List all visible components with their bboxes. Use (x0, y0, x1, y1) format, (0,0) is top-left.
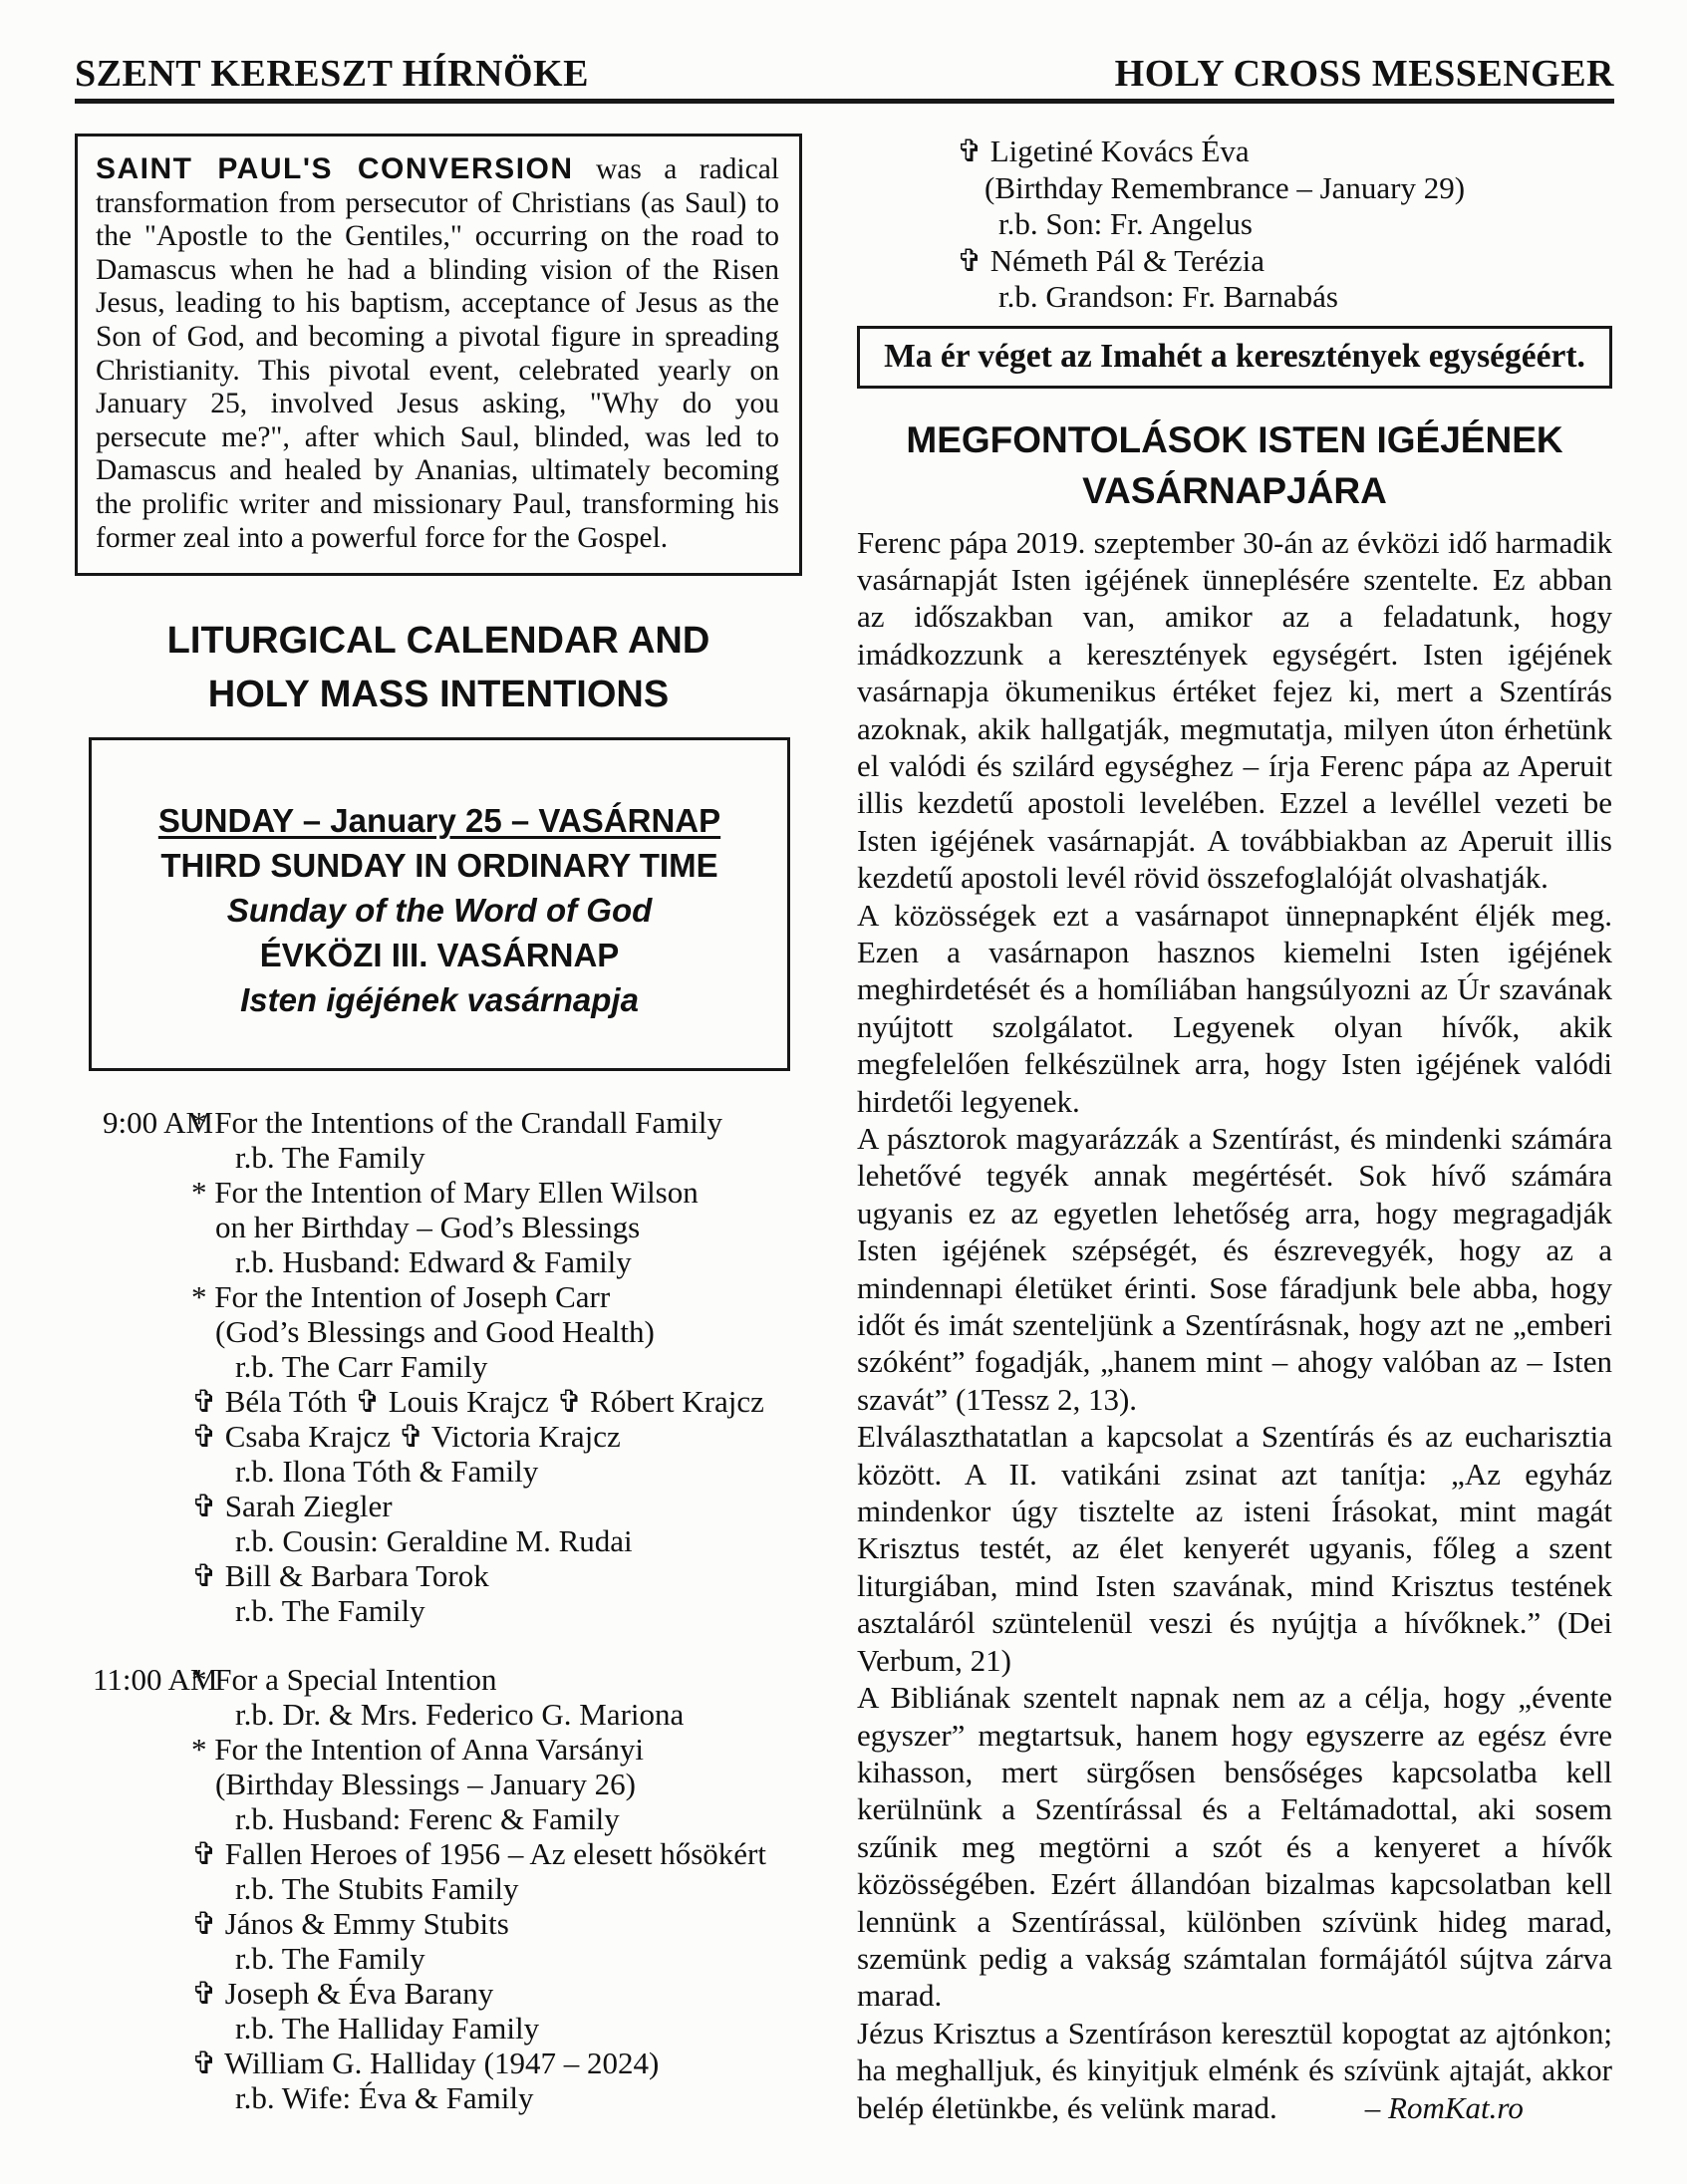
intention-line: on her Birthday – God’s Blessings (215, 1210, 641, 1245)
intention-line: * For the Intentions of the Crandall Family (191, 1105, 722, 1141)
article-paragraph: A Bibliának szentelt napnak nem az a célja, hogy „évente egyszer” megtartsuk, hanem hogy egyszerre az egész évre kihasson, mert sürgősen bensőséges kapcsolatba kell kerülnünk a Szentírással és a Feltámadottal, aki sosem szűnik meg megtörni a szót és a kenyeret a hívők közösségében. Ezért állandóan bizalmas kapcsolatban kell lennünk a Szentírással, különben szívünk hideg marad, szemünk pedig a vakság számtalan formájától sújtva zárva marad. (857, 1680, 1612, 2014)
saint-paul-box (75, 134, 802, 576)
memorial-line: ✞ Németh Pál & Terézia (957, 242, 1265, 278)
intention-line: * For the Intention of Joseph Carr (191, 1279, 611, 1315)
sunday-box-line4: ÉVKÖZI III. VASÁRNAP (259, 937, 620, 974)
intention-line: * For a Special Intention (191, 1662, 497, 1698)
intention-line: r.b. Wife: Éva & Family (235, 2080, 534, 2116)
liturgical-heading-line2: HOLY MASS INTENTIONS (207, 674, 670, 716)
left-header-title: SZENT KERESZT HÍRNÖKE (75, 52, 845, 104)
memorial-line: ✞ Ligetiné Kovács Éva (957, 134, 1250, 168)
article-signature: – RomKat.ro (1364, 2089, 1524, 2125)
sunday-box-line5: Isten igéjének vasárnapja (240, 981, 639, 1019)
intention-line: r.b. The Stubits Family (235, 1871, 519, 1907)
intention-line: ✞ Csaba Krajcz ✞ Victoria Krajcz (191, 1419, 621, 1455)
saint-paul-text (96, 152, 779, 555)
mass-intentions-list (75, 1105, 802, 2115)
mass-time-label: 9:00 AM (103, 1105, 214, 1141)
article-paragraph: A közösségek ezt a vasárnapot ünnepnapként éljék meg. Ezen a vasárnapon hasznos kiemelni Isten igéjének meghirdetését és a homíliában hangsúlyozni az Úr szavának nyújtott szolgálatot. Legyenek olyan hívők, akik megfelelően felkészülnek arra, hogy Isten igéjének valódi hirdetői legyenek. (857, 897, 1612, 1119)
intention-line: r.b. The Family (235, 1593, 425, 1629)
liturgical-heading (75, 614, 802, 721)
mass-intention-block (75, 1662, 802, 2115)
memorial-line: (Birthday Remembrance – January 29) (984, 169, 1466, 205)
intention-line: r.b. The Family (235, 1140, 425, 1176)
intention-line: r.b. The Halliday Family (235, 2011, 540, 2047)
intention-line: r.b. Cousin: Geraldine M. Rudai (235, 1523, 633, 1559)
intention-line: * For the Intention of Mary Ellen Wilson (191, 1175, 699, 1211)
article-paragraph: Ferenc pápa 2019. szeptember 30-án az évközi idő harmadik vasárnapját Isten igéjének ünneplésére szentelte. Ez abban az időszakban van, amikor az a feladatunk, hogy imádkozzunk a keresztények egységért. Isten igéjének vasárnapja ökumenikus értéket fejez ki, mert a Szentírás azoknak, akik hallgatják, megmutatja, milyen úton érhetünk el valódi és szilárd egységhez – írja Ferenc pápa az Aperuit illis kezdetű apostoli levelében. Ezzel a levéllel vezeti be Isten igéjének vasárnapját. A továbbiakban az Aperuit illis kezdetű apostoli levél rövid összefoglalóját olvashatják. (857, 524, 1612, 896)
intention-line: r.b. The Family (235, 1941, 425, 1977)
intention-line: * For the Intention of Anna Varsányi (191, 1732, 645, 1768)
intention-line: (God’s Blessings and Good Health) (215, 1314, 655, 1350)
intention-line: r.b. Ilona Tóth & Family (235, 1454, 539, 1490)
saint-paul-body: was a radical transformation from persecutor of Christians (as Saul) to the "Apostle to the Gentiles," occurring on the road to Damascus when he had a blinding vision of the Risen Jesus, leading to his baptism, acceptance of Jesus as the Son of God, and becoming a pivotal figure in spreading Christianity. This pivotal event, celebrated yearly on January 25, involved Jesus asking, "Why do you persecute me?", after which Saul, blinded, was led to Damascus and healed by Ananias, ultimately becoming the prolific writer and missionary Paul, transforming his former zeal into a powerful force for the Gospel. (96, 153, 779, 554)
memorial-line: r.b. Son: Fr. Angelus (998, 206, 1253, 241)
intention-line: r.b. Husband: Ferenc & Family (235, 1801, 620, 1837)
sunday-box (89, 737, 790, 1071)
saint-paul-lead: SAINT PAUL'S CONVERSION (96, 152, 574, 185)
intention-line: ✞ Sarah Ziegler (191, 1489, 393, 1524)
right-header-title: HOLY CROSS MESSENGER (845, 52, 1615, 104)
article-title (857, 414, 1612, 516)
sunday-box-line3: Sunday of the Word of God (226, 892, 653, 930)
sunday-box-line2: THIRD SUNDAY IN ORDINARY TIME (160, 847, 718, 885)
intention-line: r.b. Husband: Edward & Family (235, 1244, 632, 1280)
mass-intention-block (75, 1105, 802, 1628)
intention-line: (Birthday Blessings – January 26) (215, 1767, 636, 1802)
intention-line: ✞ János & Emmy Stubits (191, 1906, 509, 1942)
intention-lines (191, 1662, 802, 2115)
article-title-line1: MEGFONTOLÁSOK ISTEN IGÉJÉNEK (906, 418, 1563, 460)
article-paragraph: A pásztorok magyarázzák a Szentírást, és mindenki számára lehetővé tegyék annak megértését. Sok hívő számára ugyanis ez az egyetlen lehetőség arra, hogy megragadják Isten igéjének szépségét, és észrevegyék, hogy az a mindennapi életüket érinti. Sose fáradjunk bele abba, hogy időt és imát szenteljünk a Szentírásnak, hogy azt ne „emberi szóként” fogadják, „hanem mint – ahogy valóban az – Isten szavát” (1Tessz 2, 13). (857, 1121, 1612, 1417)
intention-lines (191, 1105, 802, 1628)
intention-line: ✞ William G. Halliday (1947 – 2024) (191, 2046, 660, 2081)
intention-line: ✞ Fallen Heroes of 1956 – Az elesett hősökért (191, 1836, 766, 1872)
intention-line: ✞ Bill & Barbara Torok (191, 1558, 489, 1594)
intention-line: ✞ Béla Tóth ✞ Louis Krajcz ✞ Róbert Krajcz (191, 1384, 764, 1420)
intention-line: r.b. Dr. & Mrs. Federico G. Mariona (235, 1697, 685, 1733)
right-column (857, 104, 1612, 2126)
liturgical-heading-line1: LITURGICAL CALENDAR AND (166, 620, 710, 663)
masthead (75, 52, 1614, 104)
intention-line: r.b. The Carr Family (235, 1349, 488, 1385)
intention-line: ✞ Joseph & Éva Barany (191, 1976, 494, 2012)
memorial-list (957, 134, 1612, 316)
unity-week-banner: Ma ér véget az Imahét a keresztények egységéért. (857, 326, 1612, 389)
sunday-box-title: SUNDAY – January 25 – VASÁRNAP (157, 802, 721, 840)
article-paragraph: Elválaszthatatlan a kapcsolat a Szentírás és az eucharisztia között. A II. vatikáni zsinat azt tanítja: „Az egyház mindenkor úgy tisztelte az isteni Írásokat, mint magát Krisztus testét, az élet kenyerét ugyanis, főleg a szent liturgiában, mind Isten szavának, mind Krisztus testének asztaláról szüntelenül veszi és nyújtja a hívőknek.” (Dei Verbum, 21) (857, 1419, 1612, 1678)
left-column (75, 104, 802, 2149)
article-paragraph: Jézus Krisztus a Szentíráson keresztül kopogtat az ajtónkon; ha meghalljuk, és kinyitjuk elménk és szívünk ajtaját, akkor belép életünkbe, és velünk marad. – RomKat.ro (857, 2015, 1612, 2125)
article-title-line2: VASÁRNAPJÁRA (1082, 469, 1387, 511)
memorial-line: r.b. Grandson: Fr. Barnabás (998, 279, 1338, 314)
mass-time-label: 11:00 AM (93, 1662, 218, 1698)
article-body (857, 524, 1612, 2126)
